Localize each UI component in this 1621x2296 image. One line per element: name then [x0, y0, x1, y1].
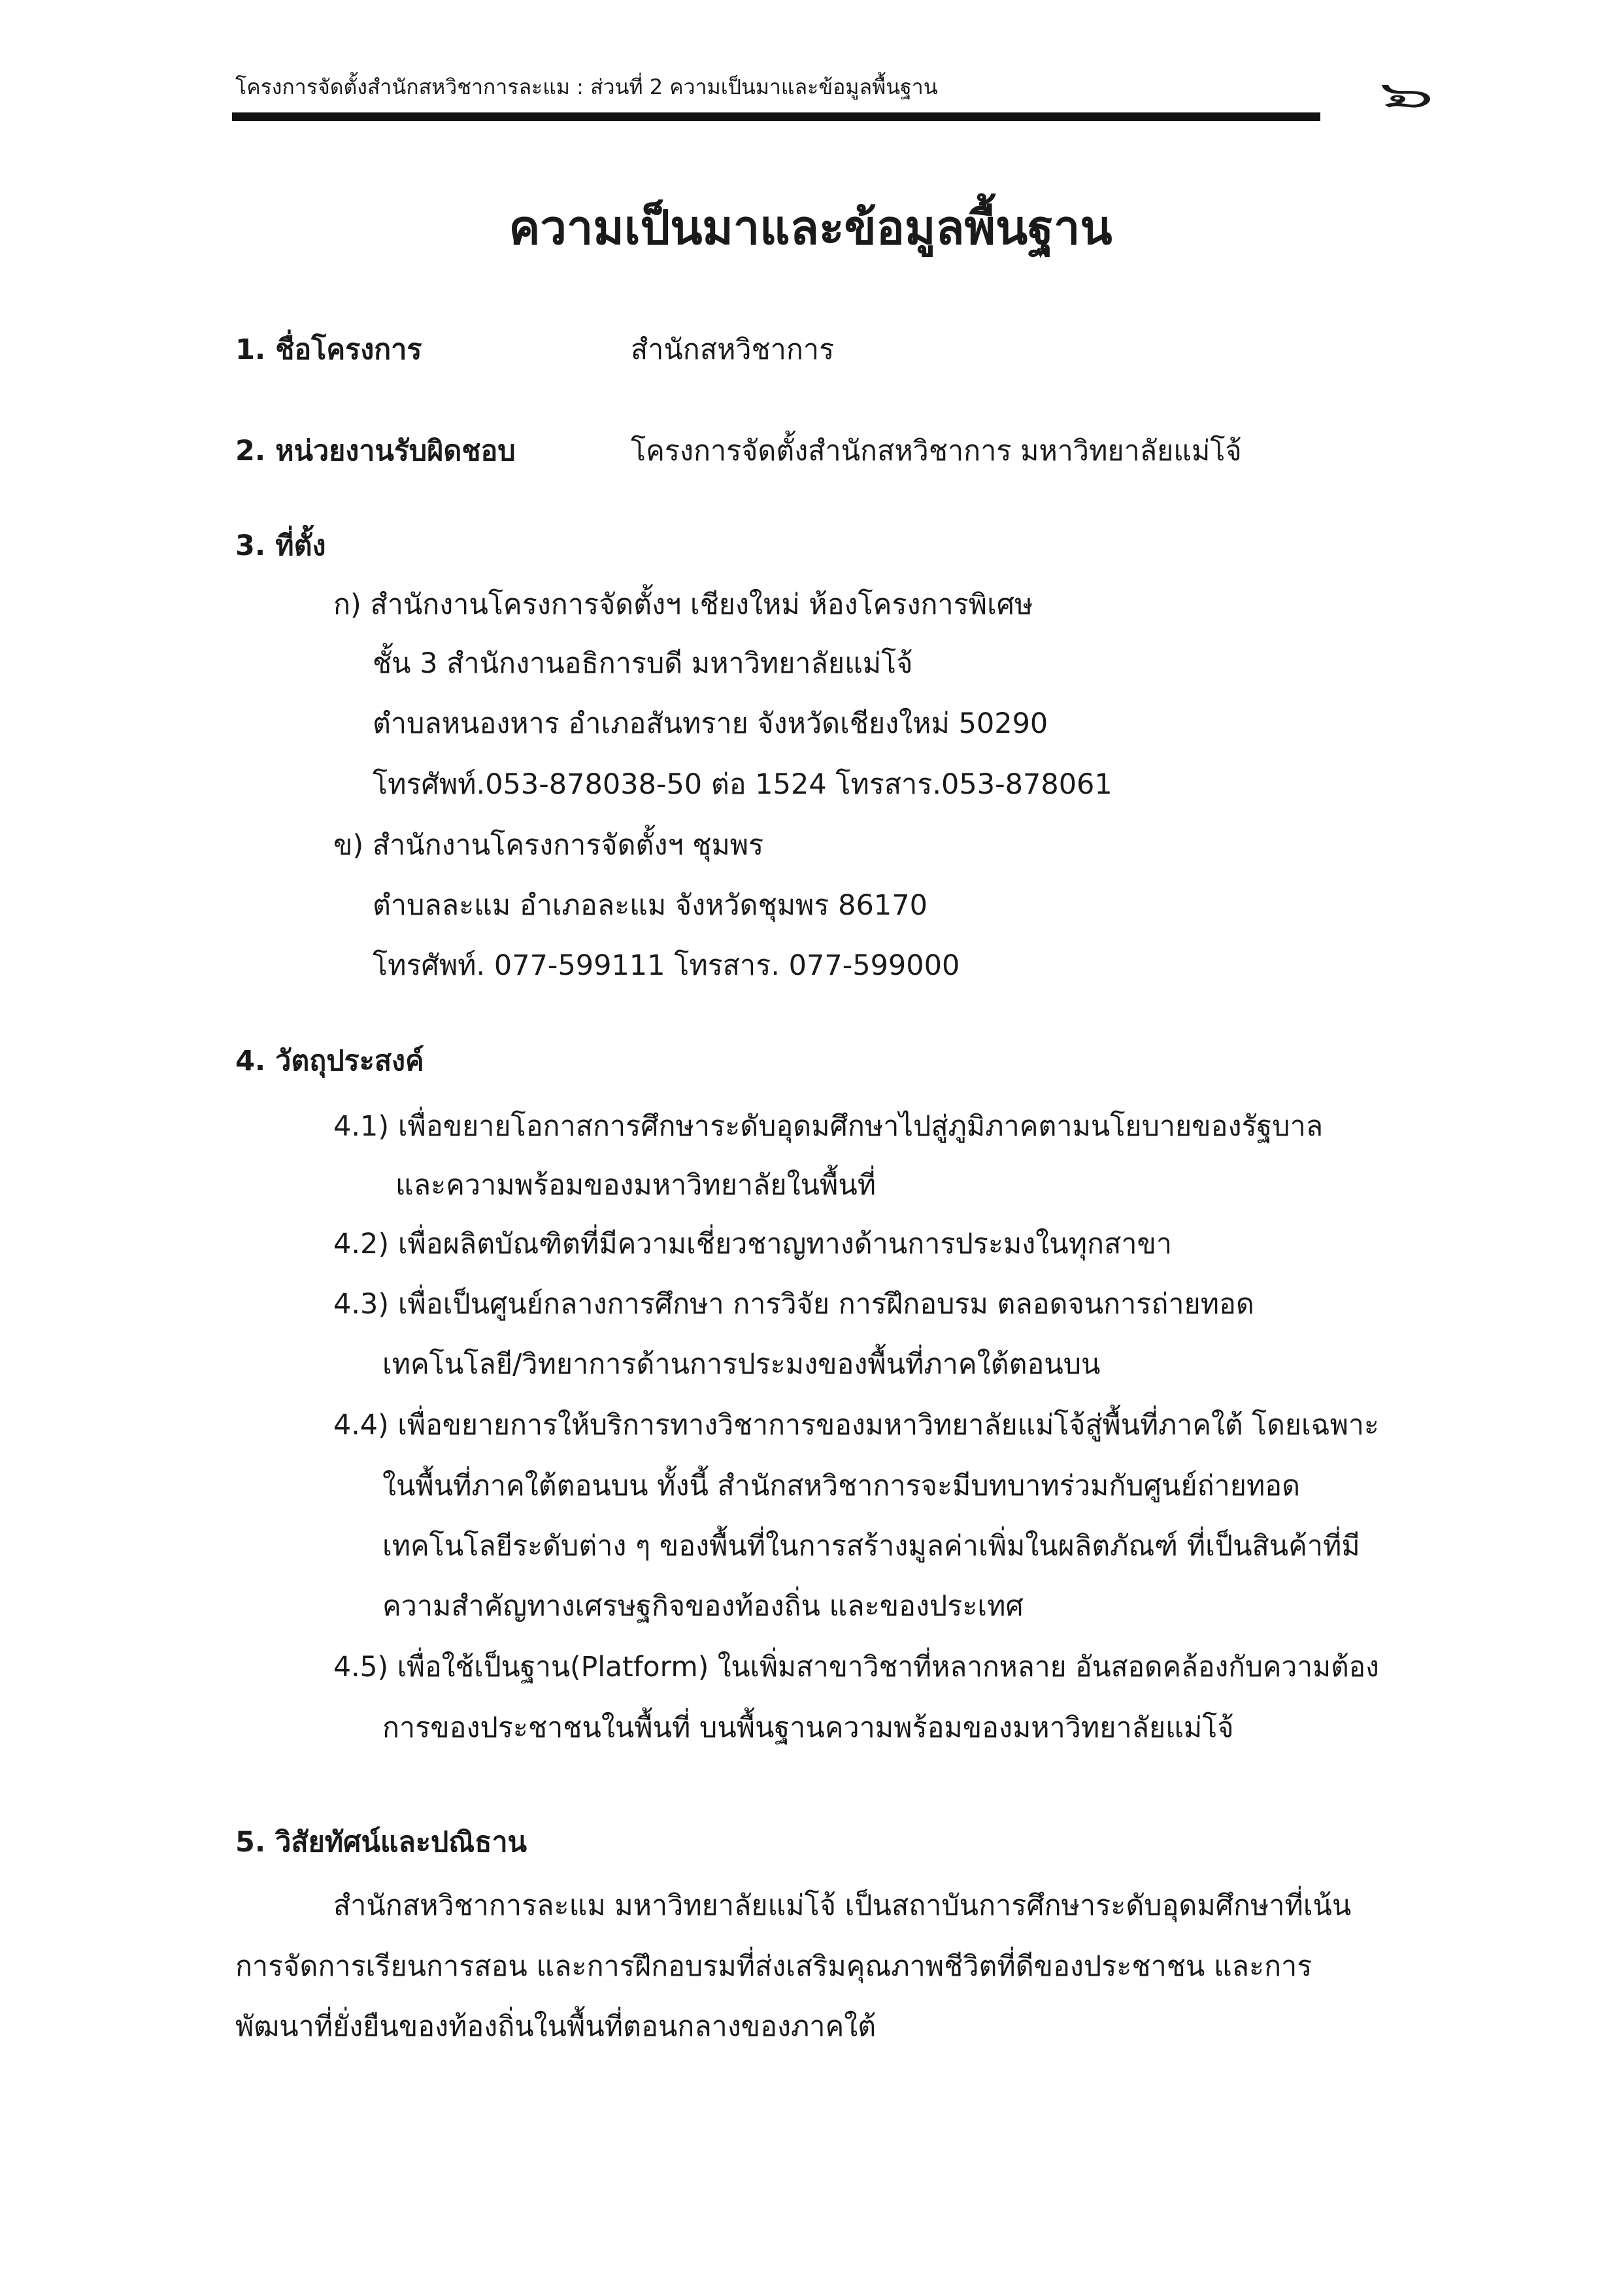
section2-value: โครงการจัดตั้งสำนักสหวิชาการ มหาวิทยาลัยแม่โจ้ — [631, 435, 1242, 467]
section1-value: สำนักสหวิชาการ — [631, 333, 835, 366]
objective-4-3-line1: 4.3) เพื่อเป็นศูนย์กลางการศึกษา การวิจัย การฝึกอบรม ตลอดจนการถ่ายทอด — [333, 1288, 1254, 1321]
office-b-line1: ข) สำนักงานโครงการจัดตั้งฯ ชุมพร — [333, 829, 764, 862]
objective-4-1-line1: 4.1) เพื่อขยายโอกาสการศึกษาระดับอุดมศึกษาไปสู่ภูมิภาคตามนโยบายของรัฐบาล — [333, 1110, 1324, 1143]
section1-label: 1. ชื่อโครงการ — [235, 333, 422, 366]
header-rule — [232, 112, 1320, 121]
office-a-line3: ตำบลหนองหาร อำเภอสันทราย จังหวัดเชียงใหม่ 50290 — [373, 707, 1048, 740]
section4-label: 4. วัตถุประสงค์ — [235, 1045, 424, 1077]
objective-4-4-line4: ความสำคัญทางเศรษฐกิจของท้องถิ่น และของประเทศ — [382, 1590, 1024, 1623]
page-title: ความเป็นมาและข้อมูลพื้นฐาน — [509, 200, 1112, 255]
objective-4-5-line1: 4.5) เพื่อใช้เป็นฐาน(Platform) ในเพิ่มสาขาวิชาที่หลากหลาย อันสอดคล้องกับความต้อง — [333, 1651, 1379, 1683]
office-a-line1: ก) สำนักงานโครงการจัดตั้งฯ เชียงใหม่ ห้องโครงการพิเศษ — [333, 588, 1033, 621]
objective-4-1-line2: และความพร้อมของมหาวิทยาลัยในพื้นที่ — [395, 1169, 877, 1202]
page-number: ๔ — [1379, 74, 1435, 116]
office-a-line4: โทรศัพท์.053-878038-50 ต่อ 1524 โทรสาร.053-878061 — [373, 768, 1112, 801]
objective-4-2-line1: 4.2) เพื่อผลิตบัณฑิตที่มีความเชี่ยวชาญทางด้านการประมงในทุกสาขา — [333, 1228, 1173, 1260]
running-header: โครงการจัดตั้งสำนักสหวิชาการละแม : ส่วนที่ 2 ความเป็นมาและข้อมูลพื้นฐาน — [235, 75, 938, 99]
section5-label: 5. วิสัยทัศน์และปณิธาน — [235, 1826, 527, 1859]
objective-4-3-line2: เทคโนโลยี/วิทยาการด้านการประมงของพื้นที่ภาคใต้ตอนบน — [382, 1348, 1101, 1381]
section3-label: 3. ที่ตั้ง — [235, 530, 326, 562]
vision-line2: การจัดการเรียนการสอน และการฝึกอบรมที่ส่งเสริมคุณภาพชีวิตที่ดีของประชาชน และการ — [235, 1950, 1312, 1983]
section2-label: 2. หน่วยงานรับผิดชอบ — [235, 435, 516, 467]
vision-line3: พัฒนาที่ยั่งยืนของท้องถิ่นในพื้นที่ตอนกลางของภาคใต้ — [235, 2010, 877, 2043]
office-a-line2: ชั้น 3 สำนักงานอธิการบดี มหาวิทยาลัยแม่โจ้ — [373, 647, 913, 680]
objective-4-4-line3: เทคโนโลยีระดับต่าง ๆ ของพื้นที่ในการสร้างมูลค่าเพิ่มในผลิตภัณฑ์ ที่เป็นสินค้าที่มี — [382, 1530, 1360, 1562]
office-b-line2: ตำบลละแม อำเภอละแม จังหวัดชุมพร 86170 — [373, 889, 927, 922]
objective-4-5-line2: การของประชาชนในพื้นที่ บนพื้นฐานความพร้อมของมหาวิทยาลัยแม่โจ้ — [382, 1712, 1234, 1744]
office-b-line3: โทรศัพท์. 077-599111 โทรสาร. 077-599000 — [373, 949, 960, 982]
objective-4-4-line2: ในพื้นที่ภาคใต้ตอนบน ทั้งนี้ สำนักสหวิชาการจะมีบทบาทร่วมกับศูนย์ถ่ายทอด — [382, 1470, 1301, 1502]
objective-4-4-line1: 4.4) เพื่อขยายการให้บริการทางวิชาการของมหาวิทยาลัยแม่โจ้สู่พื้นที่ภาคใต้ โดยเฉพาะ — [333, 1409, 1379, 1442]
vision-line1: สำนักสหวิชาการละแม มหาวิทยาลัยแม่โจ้ เป็นสถาบันการศึกษาระดับอุดมศึกษาที่เน้น — [333, 1889, 1352, 1922]
